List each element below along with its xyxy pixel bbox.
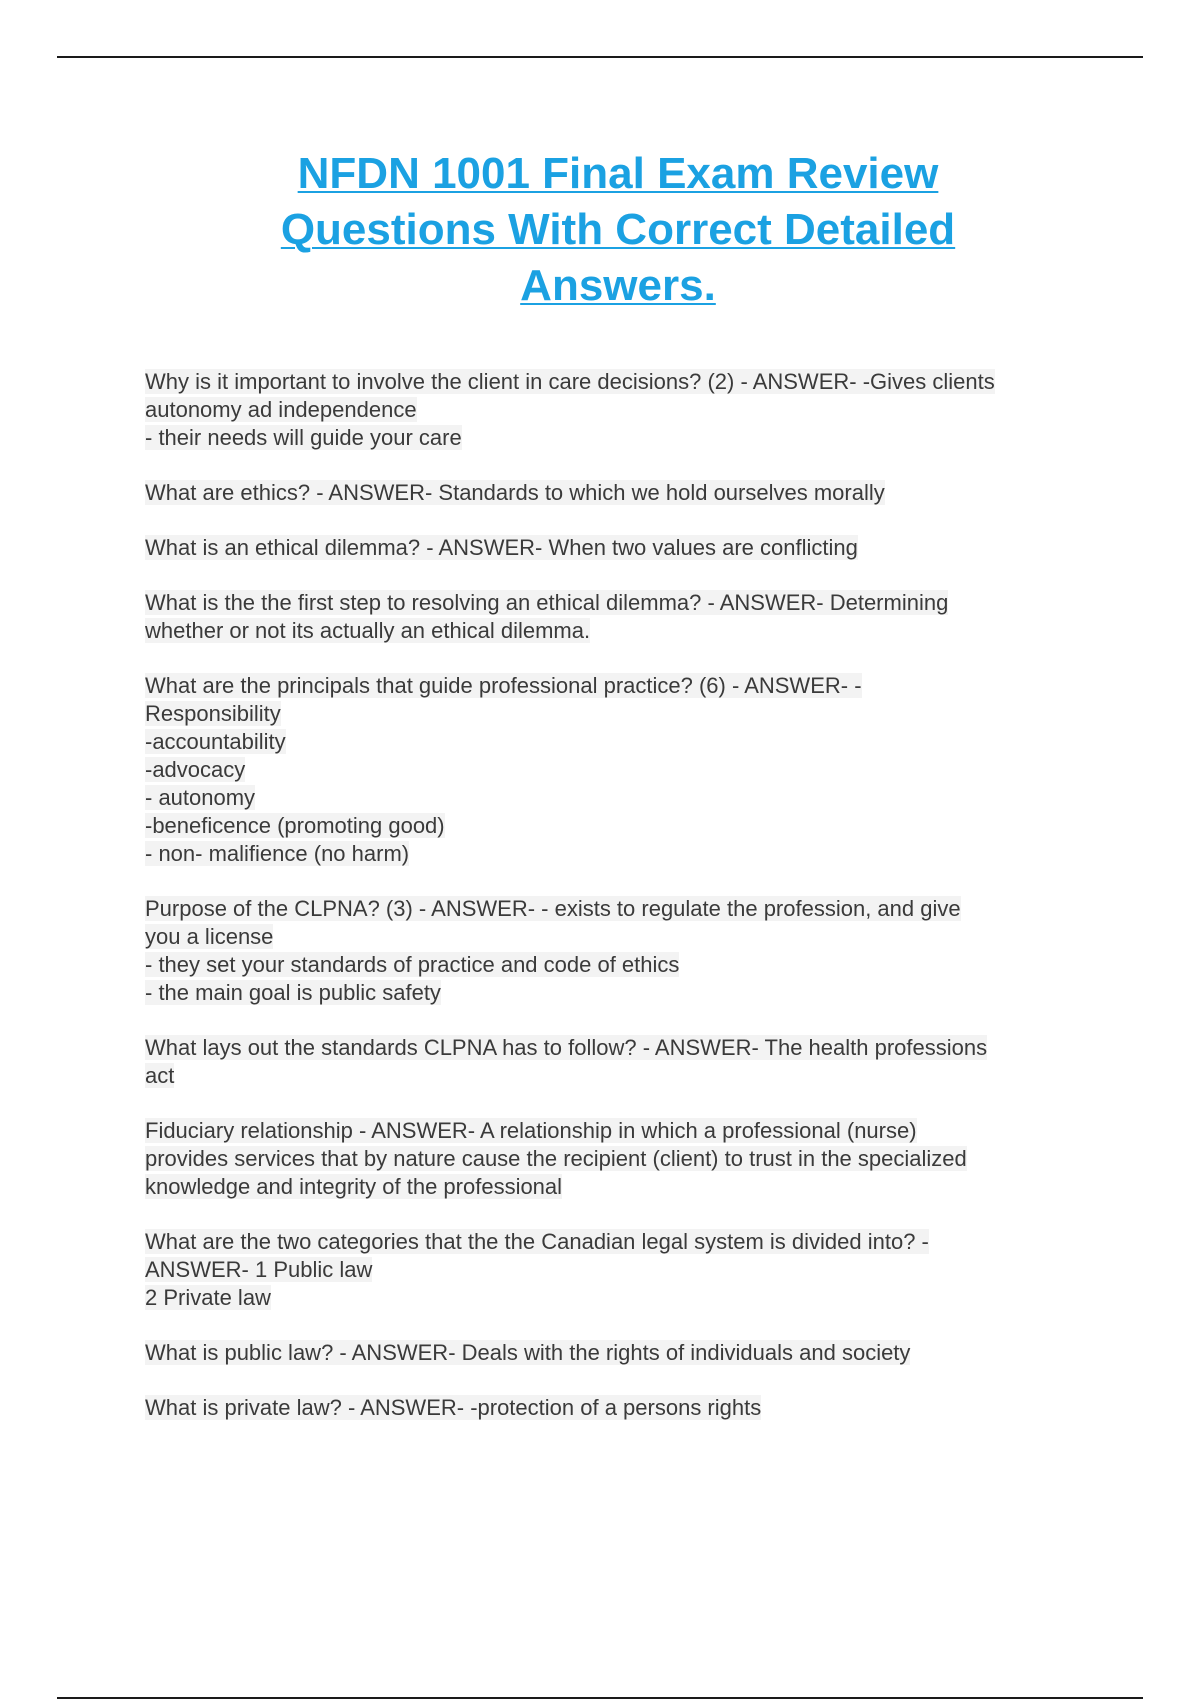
qa-line: Purpose of the CLPNA? (3) - ANSWER- - exists to regulate the profession, and give [145, 896, 961, 921]
qa-line: What is public law? - ANSWER- Deals with the rights of individuals and society [145, 1340, 911, 1365]
qa-list [145, 368, 1090, 1449]
qa-item [145, 1117, 1090, 1201]
qa-item [145, 1034, 1090, 1090]
qa-line: What are the two categories that the the Canadian legal system is divided into? - [145, 1229, 929, 1254]
qa-line: - the main goal is public safety [145, 980, 441, 1005]
qa-line: Fiduciary relationship - ANSWER- A relationship in which a professional (nurse) [145, 1118, 917, 1143]
qa-line: act [145, 1063, 175, 1088]
title-line: NFDN 1001 Final Exam Review [297, 149, 939, 198]
qa-line: - autonomy [145, 785, 256, 810]
qa-line: 2 Private law [145, 1285, 271, 1310]
qa-item [145, 895, 1090, 1007]
qa-line: -accountability [145, 729, 286, 754]
qa-item [145, 534, 1090, 562]
qa-line: What is private law? - ANSWER- -protection of a persons rights [145, 1395, 762, 1420]
qa-line: you a license [145, 924, 274, 949]
qa-line: Responsibility [145, 701, 281, 726]
qa-line: -advocacy [145, 757, 246, 782]
top-rule [57, 56, 1143, 58]
document-title [200, 146, 1036, 314]
qa-item [145, 672, 1090, 868]
qa-line: What lays out the standards CLPNA has to follow? - ANSWER- The health professions [145, 1035, 988, 1060]
qa-line: What is the the first step to resolving an ethical dilemma? - ANSWER- Determining [145, 590, 949, 615]
qa-line: - their needs will guide your care [145, 425, 462, 450]
qa-item [145, 479, 1090, 507]
title-line: Answers. [520, 261, 716, 310]
qa-line: - they set your standards of practice and code of ethics [145, 952, 680, 977]
qa-line: - non- malifience (no harm) [145, 841, 410, 866]
qa-line: What is an ethical dilemma? - ANSWER- When two values are conflicting [145, 535, 858, 560]
qa-line: provides services that by nature cause the recipient (client) to trust in the specialized [145, 1146, 967, 1171]
qa-item [145, 1228, 1090, 1312]
bottom-rule [57, 1697, 1143, 1699]
qa-item [145, 1339, 1090, 1367]
qa-line: Why is it important to involve the client in care decisions? (2) - ANSWER- -Gives clients [145, 369, 995, 394]
qa-line: autonomy ad independence [145, 397, 417, 422]
qa-line: knowledge and integrity of the professional [145, 1174, 563, 1199]
qa-line: whether or not its actually an ethical dilemma. [145, 618, 591, 643]
qa-line: What are the principals that guide professional practice? (6) - ANSWER- - [145, 673, 862, 698]
qa-line: ANSWER- 1 Public law [145, 1257, 373, 1282]
qa-item [145, 589, 1090, 645]
qa-line: What are ethics? - ANSWER- Standards to which we hold ourselves morally [145, 480, 885, 505]
qa-line: -beneficence (promoting good) [145, 813, 445, 838]
qa-item [145, 368, 1090, 452]
title-line: Questions With Correct Detailed [280, 205, 956, 254]
qa-item [145, 1394, 1090, 1422]
